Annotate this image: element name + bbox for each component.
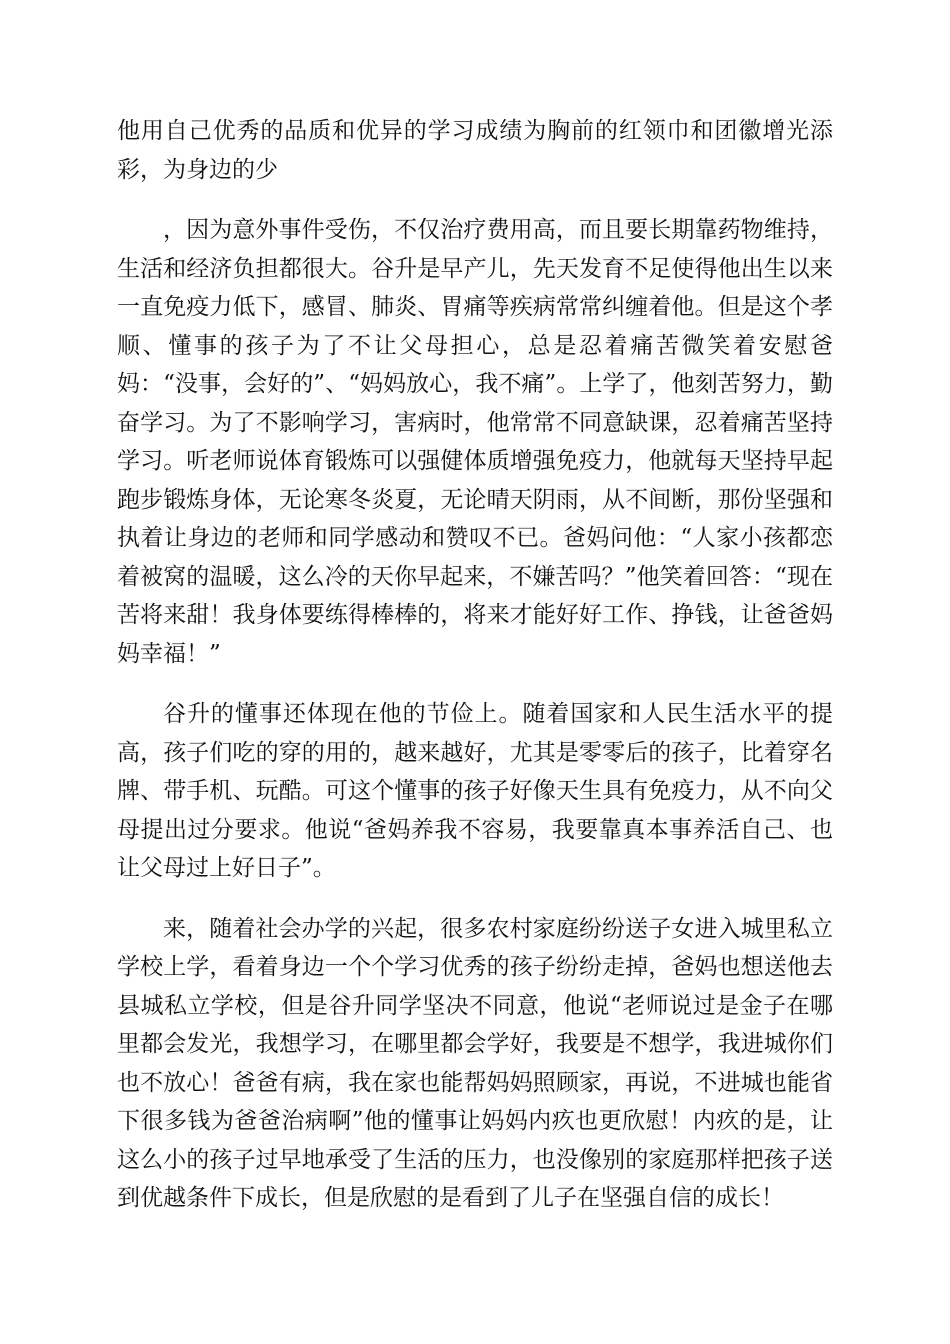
document-body [117, 112, 833, 1218]
paragraph-4: 来，随着社会办学的兴起，很多农村家庭纷纷送子女进入城里私立学校上学，看着身边一个个学习优秀的孩子纷纷走掉，爸妈也想送他去县城私立学校，但是谷升同学坚决不同意，他说“老师说过是金子在哪里都会发光，我想学习，在哪里都会学好，我要是不想学，我进城你们也不放心！爸爸有病，我在家也能帮妈妈照顾家，再说，不进城也能省下很多钱为爸爸治病啊”他的懂事让妈妈内疚也更欣慰！内疚的是，让这么小的孩子过早地承受了生活的压力，也没像别的家庭那样把孩子送到优越条件下成长，但是欣慰的是看到了儿子在坚强自信的成长！ [117, 915, 833, 1211]
paragraph-3: 谷升的懂事还体现在他的节俭上。随着国家和人民生活水平的提高，孩子们吃的穿的用的，越来越好，尤其是零零后的孩子，比着穿名牌、带手机、玩酷。可这个懂事的孩子好像天生具有免疫力，从不向父母提出过分要求。他说“爸妈养我不容易，我要靠真本事养活自己、也让父母过上好日子”。 [117, 701, 833, 881]
paragraph-1: 他用自己优秀的品质和优异的学习成绩为胸前的红领巾和团徽增光添彩，为身边的少 [117, 118, 833, 183]
paragraph-2: ，因为意外事件受伤，不仅治疗费用高，而且要长期靠药物维持，生活和经济负担都很大。谷升是早产儿，先天发育不足使得他出生以来一直免疫力低下，感冒、肺炎、胃痛等疾病常常纠缠着他。但是这个孝顺、懂事的孩子为了不让父母担心，总是忍着痛苦微笑着安慰爸妈：“没事，会好的”、“妈妈放心，我不痛”。上学了，他刻苦努力，勤奋学习。为了不影响学习，害病时，他常常不同意缺课，忍着痛苦坚持学习。听老师说体育锻炼可以强健体质增强免疫力，他就每天坚持早起跑步锻炼身体，无论寒冬炎夏，无论晴天阴雨，从不间断，那份坚强和执着让身边的老师和同学感动和赞叹不已。爸妈问他：“人家小孩都恋着被窝的温暖，这么冷的天你早起来，不嫌苦吗？”他笑着回答：“现在苦将来甜！我身体要练得棒棒的，将来才能好好工作、挣钱，让爸爸妈妈幸福！” [117, 217, 833, 667]
